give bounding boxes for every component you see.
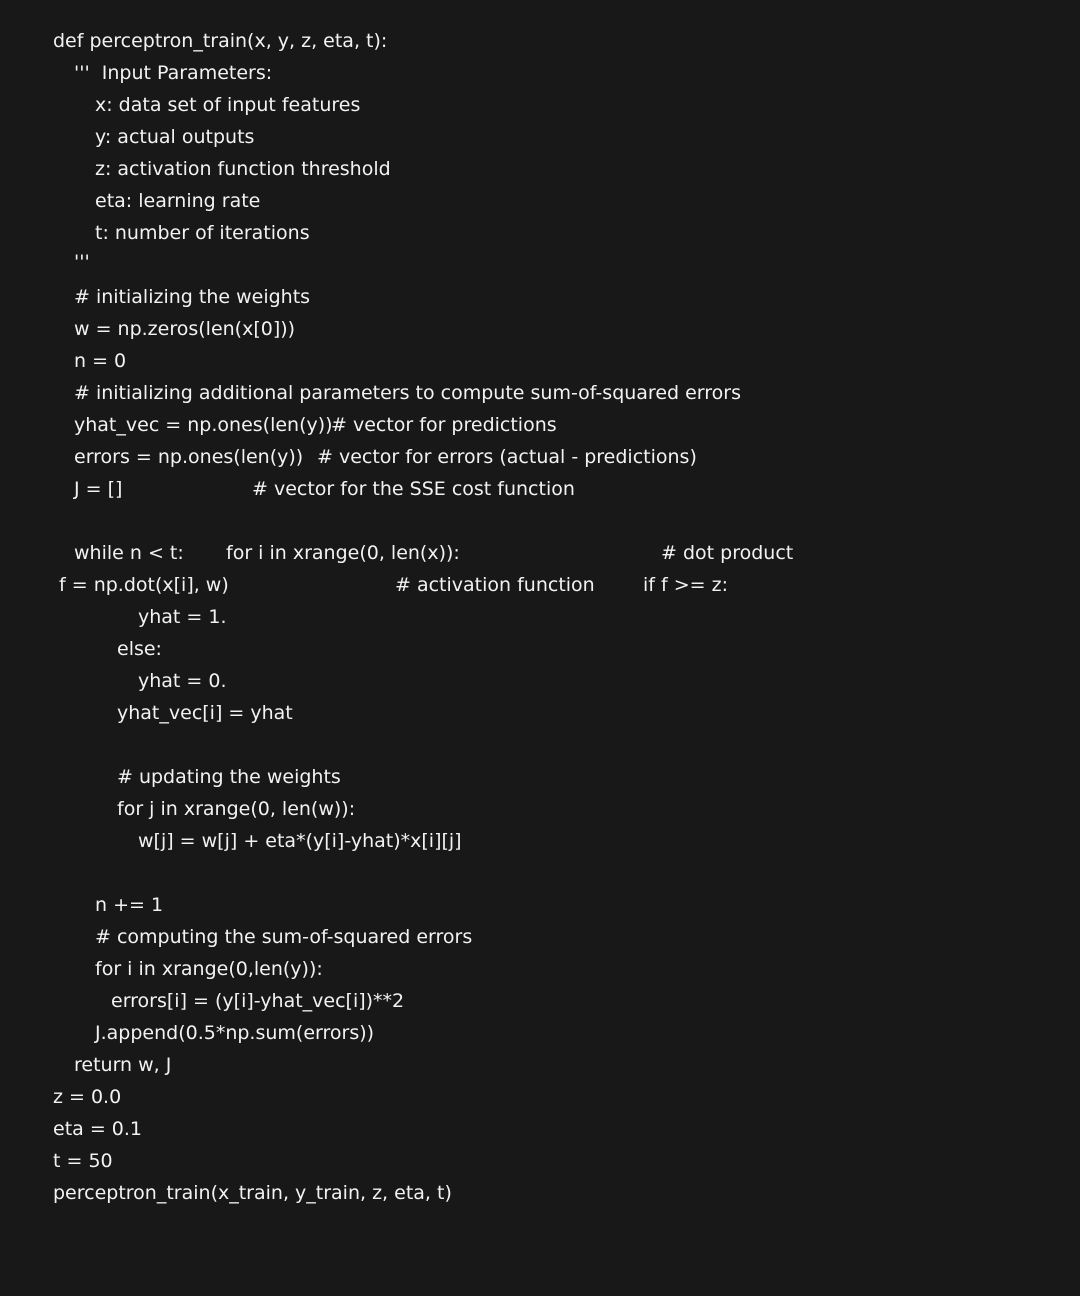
code-line-doc-t: t: number of iterations (95, 222, 310, 244)
code-comment-activation: # activation function (395, 574, 595, 596)
code-line-j-init: J = [] (74, 478, 123, 500)
code-line-for-i: for i in xrange(0, len(x)): (226, 542, 460, 564)
code-line-doc-z: z: activation function threshold (95, 158, 391, 180)
code-line-yhat-vec-init: yhat_vec = np.ones(len(y)) (74, 414, 333, 436)
code-line-yhat-zero: yhat = 0. (138, 670, 227, 692)
code-line-for-j: for j in xrange(0, len(w)): (117, 798, 356, 820)
code-line-eta-assign: eta = 0.1 (53, 1118, 142, 1140)
code-line-for-i-errors: for i in xrange(0,len(y)): (95, 958, 323, 980)
code-line-w-update: w[j] = w[j] + eta*(y[i]-yhat)*x[i][j] (138, 830, 462, 852)
code-line-comment-sse: # computing the sum-of-squared errors (95, 926, 473, 948)
code-comment-j: # vector for the SSE cost function (252, 478, 575, 500)
code-line-t-assign: t = 50 (53, 1150, 113, 1172)
code-line-comment-init-params: # initializing additional parameters to compute sum-of-squared errors (74, 382, 742, 404)
code-line-w-init: w = np.zeros(len(x[0])) (74, 318, 296, 340)
code-line-return: return w, J (74, 1054, 172, 1076)
code-line-call: perceptron_train(x_train, y_train, z, eta, t) (53, 1182, 452, 1204)
code-line-yhat-one: yhat = 1. (138, 606, 227, 628)
code-line-doc-x: x: data set of input features (95, 94, 361, 116)
code-line-while: while n < t: (74, 542, 184, 564)
code-line-docstring-close: ''' (74, 251, 90, 273)
code-line-doc-y: y: actual outputs (95, 126, 255, 148)
code-line-errors-assign: errors[i] = (y[i]-yhat_vec[i])**2 (111, 990, 405, 1012)
code-line-comment-update-weights: # updating the weights (117, 766, 341, 788)
code-line-def: def perceptron_train(x, y, z, eta, t): (53, 30, 388, 52)
code-line-docstring-open: ''' Input Parameters: (74, 62, 273, 84)
code-line-z-assign: z = 0.0 (53, 1086, 122, 1108)
code-line-n-increment: n += 1 (95, 894, 164, 916)
code-line-doc-eta: eta: learning rate (95, 190, 261, 212)
code-line-comment-init-weights: # initializing the weights (74, 286, 311, 308)
code-comment-dot-product: # dot product (661, 542, 794, 564)
code-comment-errors: # vector for errors (actual - predictions) (317, 446, 697, 468)
code-line-if: if f >= z: (643, 574, 728, 596)
code-line-n-init: n = 0 (74, 350, 127, 372)
code-line-f: f = np.dot(x[i], w) (59, 574, 229, 596)
code-comment-yhat-vec: # vector for predictions (331, 414, 557, 436)
code-line-yhat-vec-assign: yhat_vec[i] = yhat (117, 702, 293, 724)
code-line-else: else: (117, 638, 162, 660)
code-line-errors-init: errors = np.ones(len(y)) (74, 446, 304, 468)
code-line-j-append: J.append(0.5*np.sum(errors)) (95, 1022, 375, 1044)
